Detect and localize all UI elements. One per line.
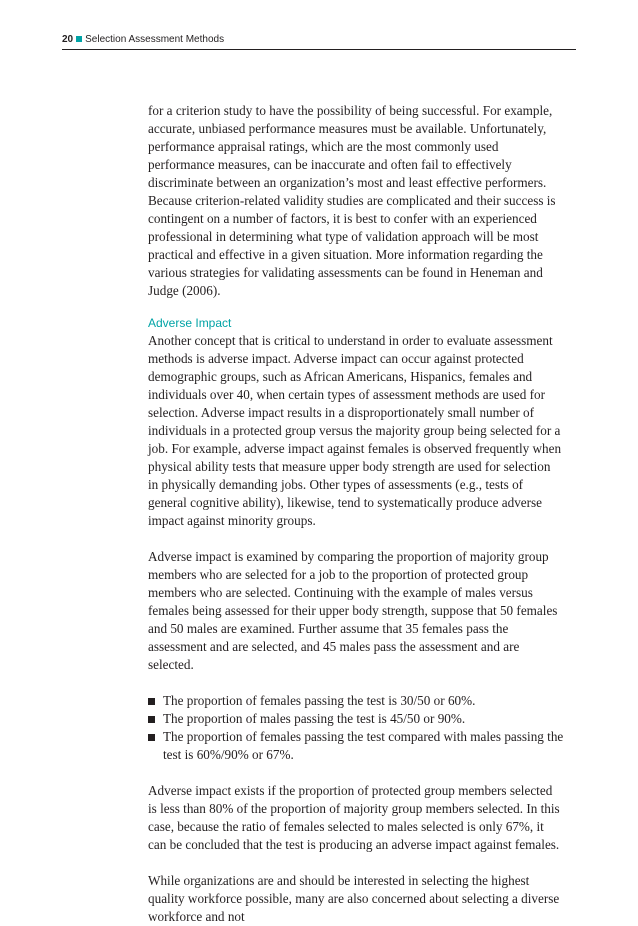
paragraph-criterion-study: for a criterion study to have the possibility of being successful. For example, accurate, unbiased performance measures must be available. Unfortunately, performance appraisal ratings, which are the most commonly used performance measures, can be inaccurate and often fail to effectively discriminate between an organization’s most and least effective performers. Because criterion-related validity studies are complicated and their success is contingent on a number of factors, it is best to confer with an experienced professional in determining what type of validation approach will be most practical and effective in a given situation. More information regarding the various strategies for validating assessments can be found in Heneman and Judge (2006). (148, 103, 556, 298)
running-header-title: Selection Assessment Methods (85, 34, 225, 45)
paragraph-adverse-impact-rule: Adverse impact exists if the proportion of protected group members selected is less than 80% of the proportion of majority group members selected. In this case, because the ratio of females selected to males selected is only 67%, it can be concluded that the test is producing an adverse impact against females. (148, 783, 560, 852)
page-number: 20 (62, 34, 74, 45)
bullet-list (148, 692, 564, 764)
square-bullet-icon (76, 36, 82, 42)
list-item (148, 692, 564, 710)
paragraph-adverse-impact-intro: Another concept that is critical to understand in order to evaluate assessment methods is adverse impact. Adverse impact can occur against protected demographic groups, such as African Americans, Hispanics, females and individuals over 40, when certain types of assessment methods are used for selection. Adverse impact results in a disproportionately small number of individuals in a protected group versus the majority group being selected for a job. For example, adverse impact against females is observed frequently when physical ability tests that measure upper body strength are used for selection in physically demanding jobs. Other types of assessments (e.g., tests of general cognitive ability), likewise, tend to systematically produce adverse impact against minority groups. (148, 333, 562, 528)
paragraph-diverse-workforce: While organizations are and should be interested in selecting the highest quality workforce possible, many are also concerned about selecting a diverse workforce and not (148, 873, 560, 924)
square-bullet-icon (148, 698, 155, 705)
list-item-text: The proportion of females passing the test is 30/50 or 60%. (163, 693, 476, 708)
section-heading-adverse-impact: Adverse Impact (148, 316, 232, 330)
list-item-text: The proportion of females passing the test compared with males passing the test is 60%/90% or 67%. (163, 729, 564, 762)
list-item (148, 728, 564, 764)
body-text (148, 102, 564, 926)
list-item (148, 710, 564, 728)
square-bullet-icon (148, 734, 155, 741)
paragraph-adverse-impact-example: Adverse impact is examined by comparing the proportion of majority group members who are selected for a job to the proportion of protected group members who are selected. Continuing with the example of males versus females being assessed for their upper body strength, suppose that 50 females and 50 males are examined. Further assume that 35 females pass the assessment and are selected, and 45 males pass the assessment and are selected. (148, 549, 558, 672)
running-header (62, 33, 576, 50)
list-item-text: The proportion of males passing the test is 45/50 or 90%. (163, 711, 466, 726)
square-bullet-icon (148, 716, 155, 723)
